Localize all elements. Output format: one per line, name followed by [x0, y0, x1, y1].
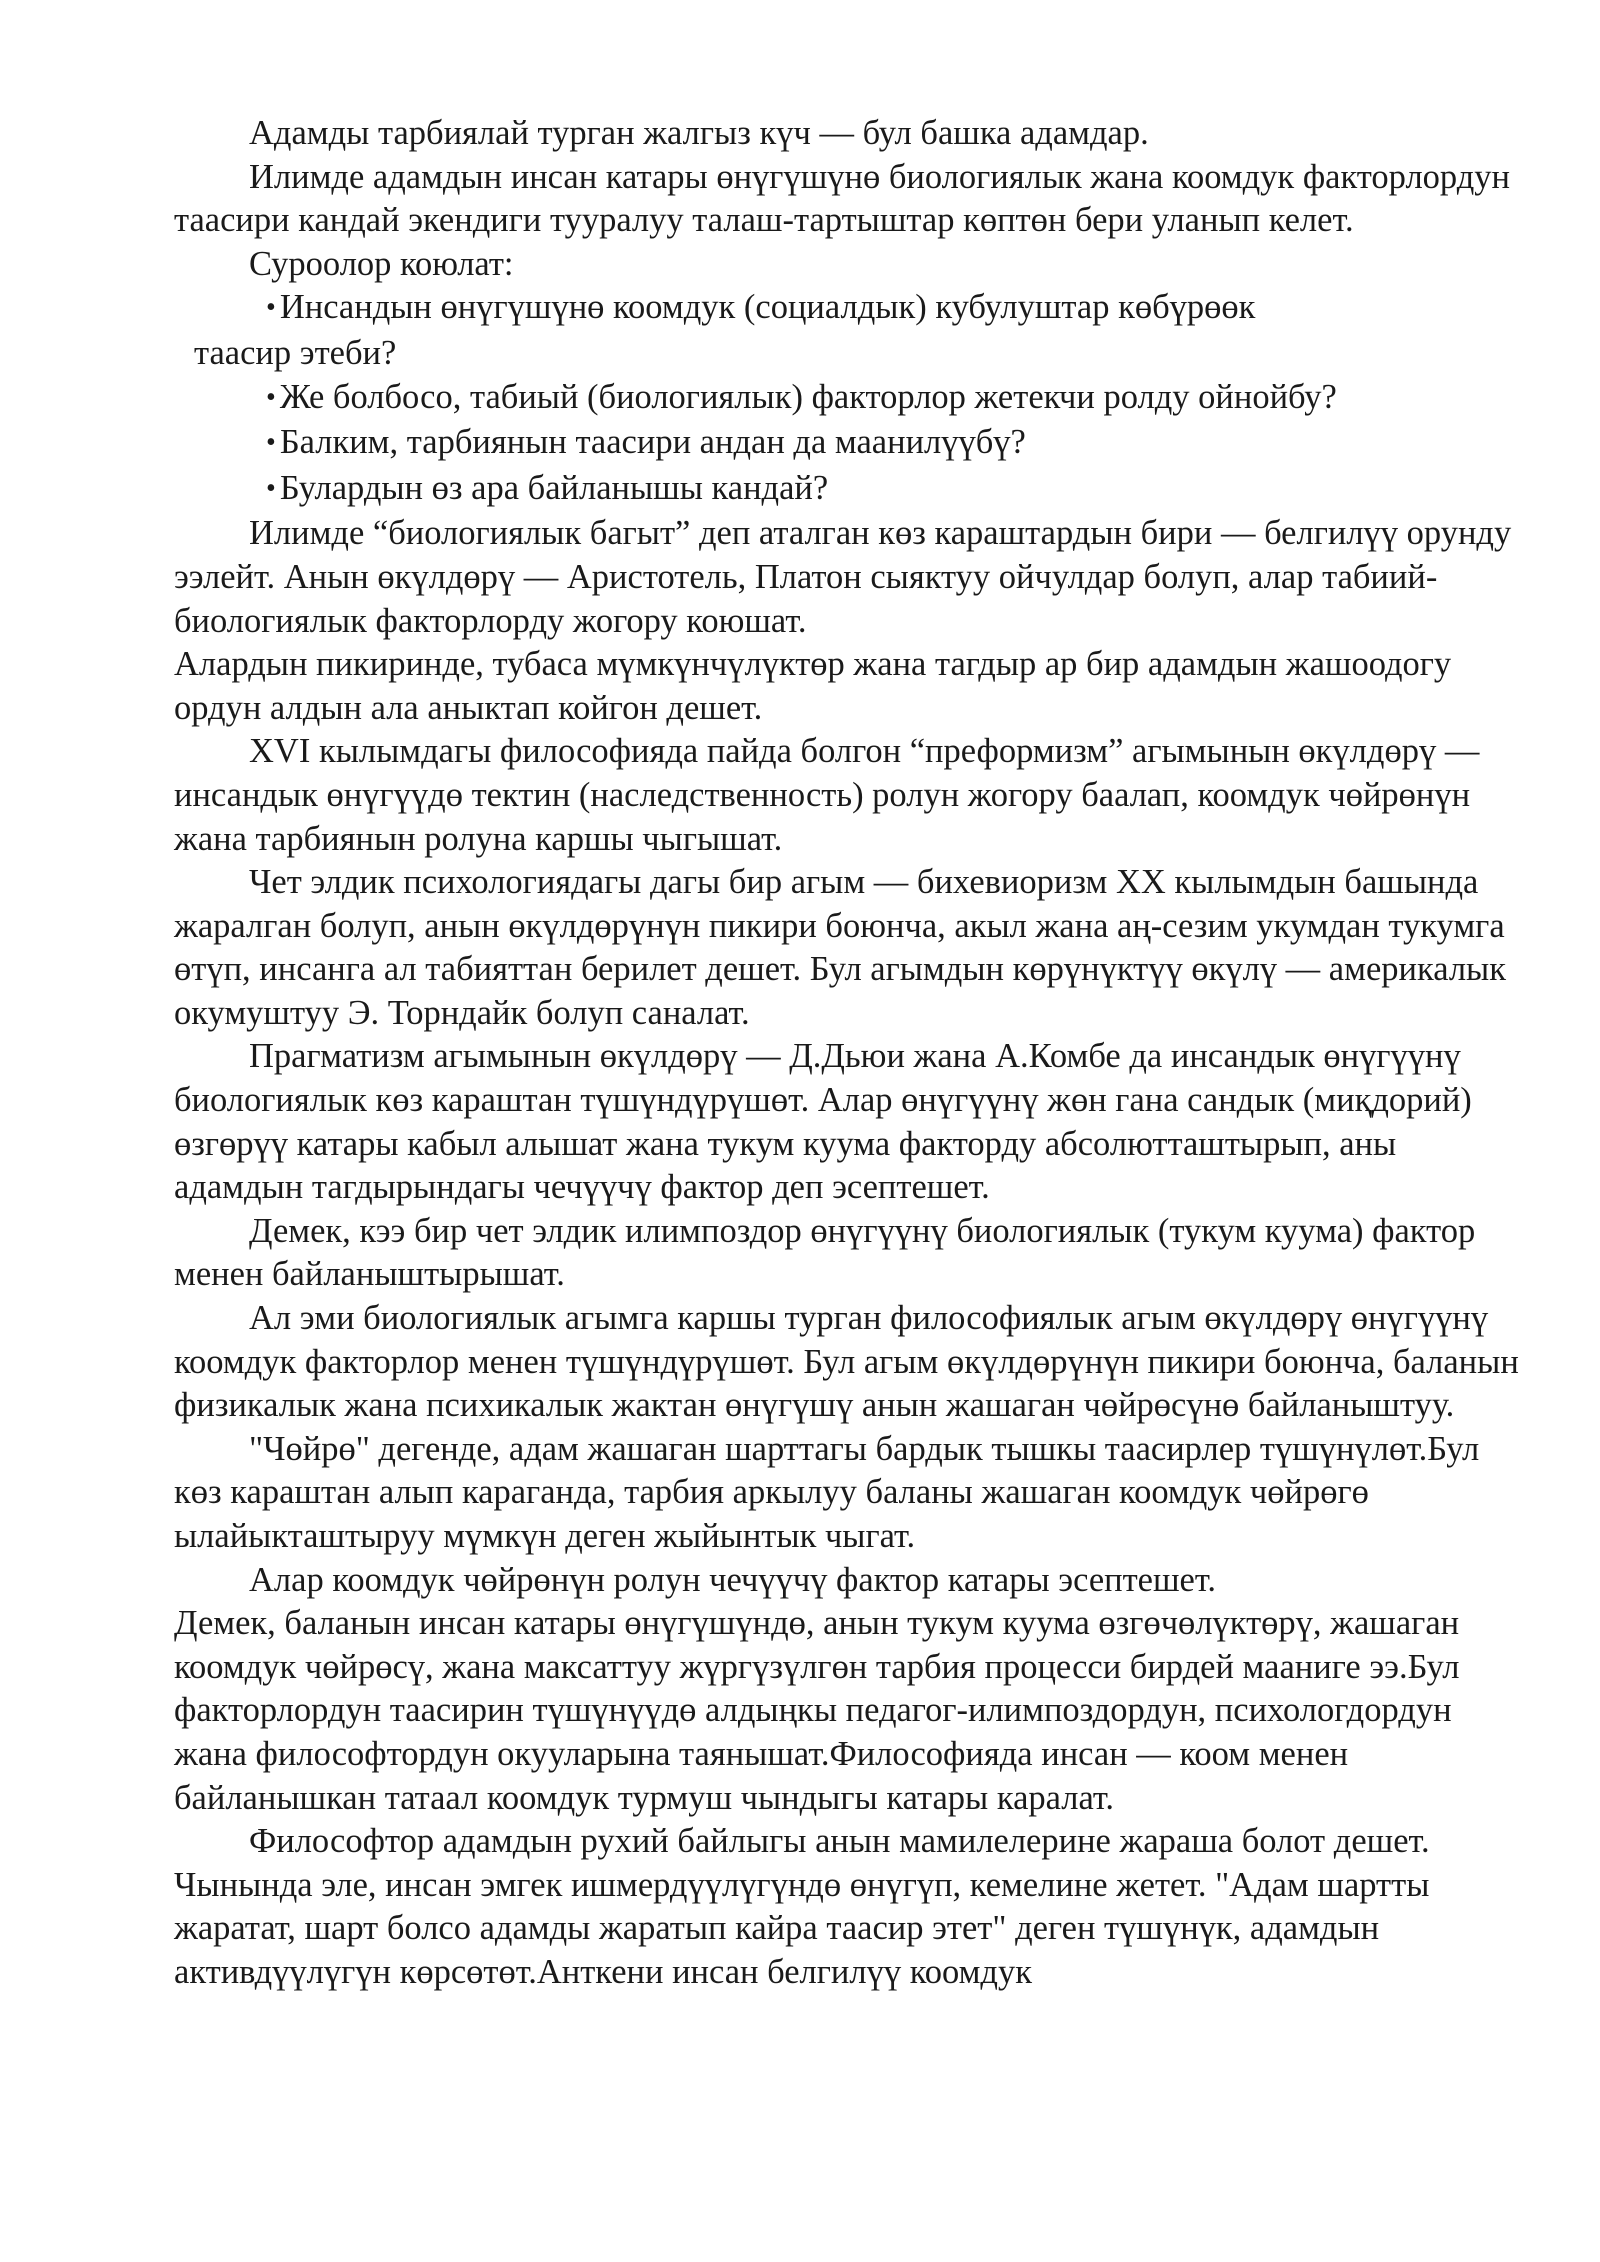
- question-list: [174, 286, 1532, 512]
- list-item: [174, 467, 1532, 513]
- paragraph-2: Илимде адамдын инсан катары өнүгүшүнө биологиялык жана коомдук факторлордун таасири кандай экендиги тууралуу талаш-тартыштар көптөн бери уланып келет.: [174, 157, 1510, 240]
- paragraph-10: Ал эми биологиялык агымга каршы турган философиялык агым өкүлдөрү өнүгүүнү коомдук факторлор менен түшүндүрүшөт. Бул агым өкүлдөрүнүн пикири боюнча, баланын физикалык жана психикалык жактан өнүгүшү анын жашаган чөйрөсүнө байланыштуу.: [174, 1299, 1519, 1425]
- paragraph-11: "Чөйрө" дегенде, адам жашаган шарттагы бардык тышкы таасирлер түшүнүлөт.Бул көз караштан алып караганда, тарбия аркылуу баланы жашаган коомдук чөйрөгө ылайыкташтыруу мүмкүн деген жыйынтык чыгат.: [174, 1429, 1480, 1555]
- list-item-text: Же болбосо, табиый (биологиялык) факторлор жетекчи ролду ойнойбу?: [279, 377, 1337, 416]
- bullet-icon: •: [266, 472, 276, 504]
- bullet-icon: •: [266, 381, 276, 413]
- paragraph-13: Демек, баланын инсан катары өнүгүшүндө, анын тукум куума өзгөчөлүктөрү, жашаган коомдук чөйрөсү, жана максаттуу жүргүзүлгөн тарбия процесси бирдей мааниге ээ.Бул факторлордун таасирин түшүнүүдө алдыңкы педагог-илимпоздордун, психологдордун жана философтордун окууларына таянышат.Философияда инсан — коом менен байланышкан татаал коомдук турмуш чындыгы катары каралат.: [174, 1604, 1460, 1817]
- paragraph-8: Прагматизм агымынын өкүлдөрү — Д.Дьюи жана А.Комбе да инсандык өнүгүүнү биологиялык көз караштан түшүндүрүшөт. Алар өнүгүүнү жөн гана сандык (миқдорий) өзгөрүү катары кабыл алышат жана тукум куума факторду абсолютташтырып, аны адамдын тагдырындагы чечүүчү фактор деп эсептешет.: [174, 1037, 1472, 1207]
- paragraph-12: Алар коомдук чөйрөнүн ролун чечүүчү фактор катары эсептешет.: [249, 1560, 1216, 1599]
- bullet-icon: •: [266, 427, 276, 459]
- paragraph-6: XVI кылымдагы философияда пайда болгон “преформизм” агымынын өкүлдөрү — инсандык өнүгүүдө тектин (наследственность) ролун жогору баалап, коомдук чөйрөнүн жана тарбиянын ролуна каршы чыгышат.: [174, 732, 1480, 858]
- paragraph-4: Илимде “биологиялык багыт” деп аталган көз караштардын бири — белгилүү орунду ээлейт. Анын өкүлдөрү — Аристотель, Платон сыяктуу ойчулдар болуп, алар табиий-биологиялык факторлорду жогору коюшат.: [174, 514, 1512, 640]
- paragraph-14: Философтор адамдын рухий байлыгы анын мамилелерине жараша болот дешет. Чынында эле, инсан эмгек ишмердүүлүгүндө өнүгүп, кемелине жетет. "Адам шартты жаратат, шарт болсо адамды жаратып кайра таасир этет" деген түшүнүк, адамдын активдүүлүгүн көрсөтөт.Анткени инсан белгилүү коомдук: [174, 1822, 1430, 1991]
- list-item: [174, 376, 1532, 422]
- paragraph-7: Чет элдик психологиядагы дагы бир агым — бихевиоризм XX кылымдын башында жаралган болуп, анын өкүлдөрүнүн пикири боюнча, акыл жана аң-сезим укумдан тукумга өтүп, инсанга ал табияттан берилет дешет. Бул агымдын көрүнүктүү өкүлү — америкалык окумуштуу Э. Торндайк болуп саналат.: [174, 863, 1506, 1032]
- paragraph-3: Суроолор коюлат:: [249, 244, 514, 283]
- list-item: [174, 421, 1532, 467]
- list-item-text: Булардын өз ара байланышы кандай?: [279, 468, 829, 507]
- paragraph-9: Демек, кээ бир чет элдик илимпоздор өнүгүүнү биологиялык (тукум куума) фактор менен байланыштырышат.: [174, 1211, 1476, 1294]
- list-item: [174, 286, 1532, 375]
- list-item-text: Инсандын өнүгүшүнө коомдук (социалдык) кубулуштар көбүрөөк: [279, 288, 1256, 327]
- paragraph-1: Адамды тарбиялай турган жалгыз күч — бул башка адамдар.: [249, 114, 1149, 152]
- paragraph-5: Алардын пикиринде, тубаса мүмкүнчүлүктөр жана тагдыр ар бир адамдын жашоодогу ордун алдын ала аныктап койгон дешет.: [174, 645, 1452, 727]
- document-page: [174, 112, 1532, 1995]
- list-item-text-continued: таасир этеби?: [194, 333, 397, 372]
- list-item-text: Балким, тарбиянын таасири андан да маанилүүбү?: [279, 423, 1026, 462]
- bullet-icon: •: [266, 292, 276, 324]
